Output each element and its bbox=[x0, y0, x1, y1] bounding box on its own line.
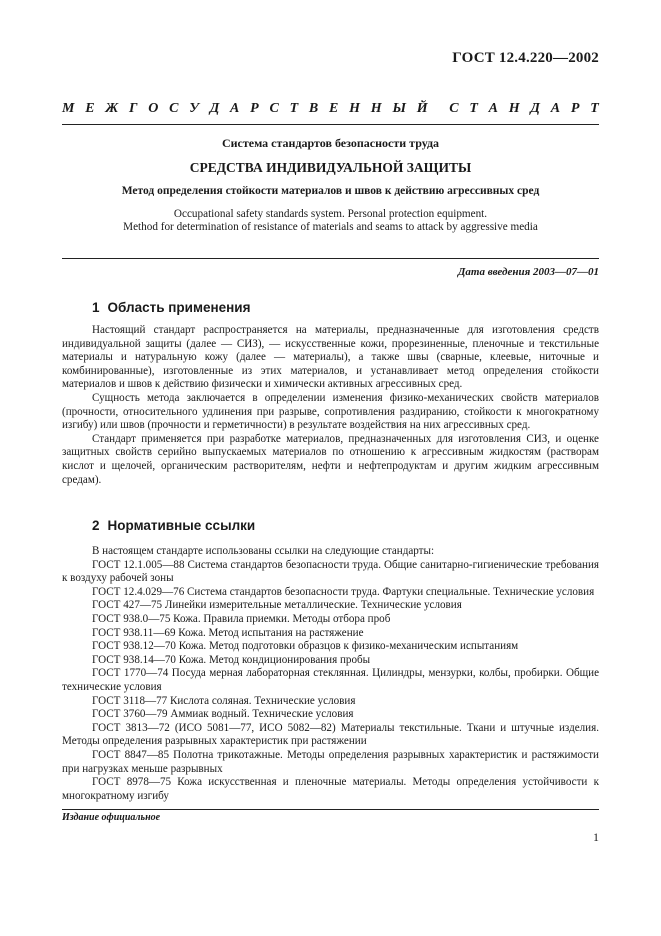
banner-letter: Е bbox=[329, 101, 339, 116]
english-title bbox=[62, 208, 599, 235]
page-number: 1 bbox=[593, 830, 599, 844]
reference-item: ГОСТ 938.0—75 Кожа. Правила приемки. Методы отбора проб bbox=[92, 612, 391, 625]
banner-letter: С bbox=[449, 101, 459, 116]
section-number: 1 bbox=[92, 300, 100, 315]
banner-letter: Д bbox=[530, 101, 540, 116]
title-divider bbox=[62, 258, 599, 259]
banner-letter: Д bbox=[209, 101, 220, 116]
reference-item: ГОСТ 938.12—70 Кожа. Метод подготовки образцов к физико-механическим испытаниям bbox=[92, 640, 519, 653]
reference-item: ГОСТ 8978—75 Кожа искусственная и пленочные материалы. Методы определения устойчивости к многократному изгибу bbox=[62, 776, 599, 802]
english-title-line: Method for determination of resistance of materials and seams to attack by aggressive media bbox=[123, 221, 538, 234]
method-subtitle: Метод определения стойкости материалов и швов к действию агрессивных сред bbox=[121, 185, 540, 197]
banner-letter: А bbox=[488, 101, 498, 116]
banner-letter: Т bbox=[590, 101, 599, 116]
section-2-body bbox=[62, 545, 599, 803]
references-intro: В настоящем стандарте использованы ссылки на следующие стандарты: bbox=[92, 545, 435, 557]
english-title-line: Occupational safety standards system. Personal protection equipment. bbox=[173, 208, 488, 220]
section-number: 2 bbox=[92, 518, 100, 533]
footer-divider bbox=[62, 809, 599, 810]
paragraph: Стандарт применяется при разработке материалов, предназначенных для изготовления СИЗ, и оценке защитных свойств серийно выпускаемых материалов по отношению к агрессивным жидкостям (растворам кислот и щелочей, органическим растворителям, нефти и нефтепродуктам и другим жидким агрессивным средам). bbox=[62, 432, 599, 486]
banner-letter: Ж bbox=[105, 101, 119, 116]
reference-item: ГОСТ 3813—72 (ИСО 5081—77, ИСО 5082—82) Материалы текстильные. Ткани и штучные изделия. Методы определения разрывных характеристик при растяжении bbox=[62, 721, 599, 748]
section-1-body bbox=[62, 324, 599, 487]
section-title: Нормативные ссылки bbox=[107, 518, 256, 533]
banner-letter: Й bbox=[416, 101, 428, 116]
banner-letter: О bbox=[148, 101, 159, 116]
banner-letter: С bbox=[169, 101, 179, 116]
reference-item: ГОСТ 3118—77 Кислота соляная. Технические условия bbox=[92, 694, 356, 707]
reference-item: ГОСТ 3760—79 Аммиак водный. Технические условия bbox=[92, 708, 354, 721]
section-1-heading bbox=[92, 300, 250, 315]
banner-letter: С bbox=[269, 101, 279, 116]
official-edition-note: Издание официальное bbox=[62, 812, 161, 823]
banner-letter: В bbox=[308, 101, 319, 116]
banner-letter: Е bbox=[85, 101, 95, 116]
banner-letter: Т bbox=[289, 101, 299, 116]
banner-letter: Т bbox=[469, 101, 478, 116]
banner-letter: Г bbox=[128, 101, 138, 116]
banner-letter: Н bbox=[370, 101, 382, 116]
standards-system-title: Система стандартов безопасности труда bbox=[221, 136, 440, 150]
banner-letter: Ы bbox=[392, 101, 407, 116]
reference-item: ГОСТ 1770—74 Посуда мерная лабораторная стеклянная. Цилиндры, мензурки, колбы, пробирки. Общие технические условия bbox=[62, 667, 599, 693]
reference-item: ГОСТ 938.11—69 Кожа. Метод испытания на растяжение bbox=[92, 626, 364, 639]
section-2-heading bbox=[92, 518, 255, 533]
introduction-date: Дата введения 2003—07—01 bbox=[457, 266, 599, 278]
banner-letter: Н bbox=[349, 101, 361, 116]
banner-letter: А bbox=[550, 101, 561, 116]
document-main-title: СРЕДСТВА ИНДИВИДУАЛЬНОЙ ЗАЩИТЫ bbox=[189, 160, 472, 175]
reference-item: ГОСТ 12.1.005—88 Система стандартов безопасности труда. Общие санитарно-гигиенические требования к воздуху рабочей зоны bbox=[62, 558, 599, 585]
top-divider bbox=[62, 124, 599, 125]
paragraph: Сущность метода заключается в определении изменения физико-механических свойств материалов (прочности, относительного удлинения при разрыве, сопротивления раздиранию, стойкости к многократному изгибу) или швов (прочности и герметичности) в результате воздействия на них агрессивных сред. bbox=[62, 391, 599, 432]
banner-letter: М bbox=[62, 101, 75, 116]
banner-letter: Р bbox=[250, 101, 259, 116]
section-title: Область применения bbox=[107, 300, 251, 315]
interstate-standard-banner bbox=[62, 101, 599, 117]
reference-item: ГОСТ 8847—85 Полотна трикотажные. Методы определения разрывных характеристик и растяжимости при нагрузках меньше разрывных bbox=[62, 748, 599, 775]
reference-item: ГОСТ 12.4.029—76 Система стандартов безопасности труда. Фартуки специальные. Технические условия bbox=[92, 585, 595, 598]
banner-letter: Р bbox=[570, 101, 580, 116]
reference-item: ГОСТ 427—75 Линейки измерительные металлические. Технические условия bbox=[92, 599, 462, 612]
banner-letter: Н bbox=[508, 101, 520, 116]
reference-item: ГОСТ 938.14—70 Кожа. Метод кондиционирования пробы bbox=[92, 653, 371, 666]
banner-letter: А bbox=[230, 101, 240, 116]
paragraph: Настоящий стандарт распространяется на материалы, предназначенные для изготовления средств индивидуальной защиты (далее — СИЗ), — искусственные кожи, прорезиненные, пленочные и текстильные материалы и натуральную кожу (далее — материалы), а также швы (сварные, клеевые, ниточные и комбинированные), изготовленные из этих материалов, и устанавливает метод определения стойкости материалов и швов к действию физически и химически активных агрессивных сред. bbox=[62, 324, 599, 391]
banner-letter: У bbox=[189, 101, 199, 116]
document-number: ГОСТ 12.4.220—2002 bbox=[452, 50, 599, 66]
